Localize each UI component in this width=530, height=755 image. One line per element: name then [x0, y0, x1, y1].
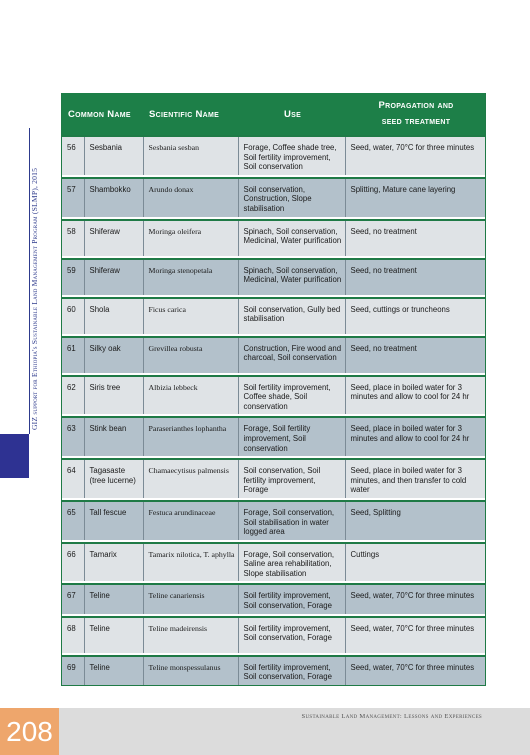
table-row	[62, 501, 485, 540]
common-name-cell: Tall fescue	[84, 501, 143, 540]
row-number: 64	[62, 459, 84, 498]
propagation-cell: Seed, Splitting	[345, 501, 485, 540]
propagation-cell: Seed, water, 70°C for three minutes	[345, 656, 485, 685]
table-header	[62, 93, 485, 136]
scientific-name-cell: Festuca arundinaceae	[143, 501, 238, 540]
side-caption: GIZ support for Ethiopia's Sustainable Land Management Program (SLMP), 2015	[30, 167, 39, 430]
row-number: 69	[62, 656, 84, 685]
table-row	[62, 178, 485, 217]
use-cell: Spinach, Soil conservation, Medicinal, Water purification	[238, 259, 345, 295]
use-cell: Forage, Soil conservation, Saline area rehabilitation, Slope stabilisation	[238, 543, 345, 582]
scientific-name-cell: Grevillea robusta	[143, 337, 238, 373]
table-row	[62, 656, 485, 685]
header-propagation-line1: Propagation and	[378, 100, 454, 111]
species-table	[62, 93, 485, 685]
scientific-name-cell: Teline madeirensis	[143, 617, 238, 653]
row-number: 57	[62, 178, 84, 217]
row-number: 68	[62, 617, 84, 653]
table-row	[62, 417, 485, 456]
propagation-cell: Seed, water, 70°C for three minutes	[345, 617, 485, 653]
table-row	[62, 584, 485, 613]
propagation-cell: Cuttings	[345, 543, 485, 582]
header-propagation-line2: seed treatment	[381, 116, 451, 127]
row-number: 56	[62, 136, 84, 175]
use-cell: Soil fertility improvement, Coffee shade, Soil conservation	[238, 376, 345, 415]
table-row	[62, 543, 485, 582]
table-row	[62, 298, 485, 334]
common-name-cell: Sesbania	[84, 136, 143, 175]
table-row	[62, 220, 485, 256]
use-cell: Soil conservation, Construction, Slope stabilisation	[238, 178, 345, 217]
use-cell: Forage, Soil conservation, Soil stabilisation in water logged area	[238, 501, 345, 540]
common-name-cell: Shambokko	[84, 178, 143, 217]
scientific-name-cell: Moringa stenopetala	[143, 259, 238, 295]
table-row	[62, 376, 485, 415]
propagation-cell: Splitting, Mature cane layering	[345, 178, 485, 217]
use-cell: Forage, Soil fertility improvement, Soil conservation	[238, 417, 345, 456]
common-name-cell: Tamarix	[84, 543, 143, 582]
scientific-name-cell: Ficus carica	[143, 298, 238, 334]
use-cell: Soil fertility improvement, Soil conservation, Forage	[238, 656, 345, 685]
common-name-cell: Shiferaw	[84, 220, 143, 256]
common-name-cell: Shiferaw	[84, 259, 143, 295]
propagation-cell: Seed, water, 70°C for three minutes	[345, 136, 485, 175]
running-title: Sustainable Land Management: Lessons and Experiences	[301, 713, 482, 720]
common-name-cell: Siris tree	[84, 376, 143, 415]
row-number: 65	[62, 501, 84, 540]
scientific-name-cell: Sesbania sesban	[143, 136, 238, 175]
propagation-cell: Seed, place in boiled water for 3 minutes, and then transfer to cold water	[345, 459, 485, 498]
table-row	[62, 459, 485, 498]
use-cell: Forage, Coffee shade tree, Soil fertility improvement, Soil conservation	[238, 136, 345, 175]
scientific-name-cell: Tamarix nilotica, T. aphylla	[143, 543, 238, 582]
row-number: 60	[62, 298, 84, 334]
scientific-name-cell: Albizia lebbeck	[143, 376, 238, 415]
use-cell: Construction, Fire wood and charcoal, Soil conservation	[238, 337, 345, 373]
row-number: 62	[62, 376, 84, 415]
propagation-cell: Seed, water, 70°C for three minutes	[345, 584, 485, 613]
use-cell: Spinach, Soil conservation, Medicinal, Water purification	[238, 220, 345, 256]
propagation-cell: Seed, place in boiled water for 3 minutes and allow to cool for 24 hr	[345, 417, 485, 456]
side-color-block	[0, 434, 29, 478]
row-number: 66	[62, 543, 84, 582]
common-name-cell: Stink bean	[84, 417, 143, 456]
scientific-name-cell: Moringa oleifera	[143, 220, 238, 256]
use-cell: Soil conservation, Soil fertility improvement, Forage	[238, 459, 345, 498]
common-name-cell: Teline	[84, 584, 143, 613]
common-name-cell: Silky oak	[84, 337, 143, 373]
header-common-name: Common Name	[62, 93, 143, 136]
propagation-cell: Seed, cuttings or truncheons	[345, 298, 485, 334]
header-scientific-name: Scientific Name	[143, 93, 238, 136]
header-propagation	[345, 93, 485, 136]
page-number: 208	[6, 716, 53, 747]
row-number: 61	[62, 337, 84, 373]
common-name-cell: Tagasaste (tree lucerne)	[84, 459, 143, 498]
scientific-name-cell: Teline monspessulanus	[143, 656, 238, 685]
scientific-name-cell: Teline canariensis	[143, 584, 238, 613]
scientific-name-cell: Chamaecytisus palmensis	[143, 459, 238, 498]
row-number: 63	[62, 417, 84, 456]
row-number: 59	[62, 259, 84, 295]
header-use: Use	[238, 93, 345, 136]
propagation-cell: Seed, no treatment	[345, 259, 485, 295]
propagation-cell: Seed, no treatment	[345, 337, 485, 373]
propagation-cell: Seed, no treatment	[345, 220, 485, 256]
row-number: 58	[62, 220, 84, 256]
species-table-container	[61, 93, 486, 686]
common-name-cell: Teline	[84, 656, 143, 685]
table-row	[62, 259, 485, 295]
propagation-cell: Seed, place in boiled water for 3 minutes and allow to cool for 24 hr	[345, 376, 485, 415]
table-body	[62, 136, 485, 685]
common-name-cell: Teline	[84, 617, 143, 653]
table-row	[62, 617, 485, 653]
use-cell: Soil fertility improvement, Soil conservation, Forage	[238, 617, 345, 653]
table-row	[62, 337, 485, 373]
use-cell: Soil conservation, Gully bed stabilisation	[238, 298, 345, 334]
table-row	[62, 136, 485, 175]
row-number: 67	[62, 584, 84, 613]
use-cell: Soil fertility improvement, Soil conservation, Forage	[238, 584, 345, 613]
scientific-name-cell: Paraserianthes lophantha	[143, 417, 238, 456]
scientific-name-cell: Arundo donax	[143, 178, 238, 217]
common-name-cell: Shola	[84, 298, 143, 334]
